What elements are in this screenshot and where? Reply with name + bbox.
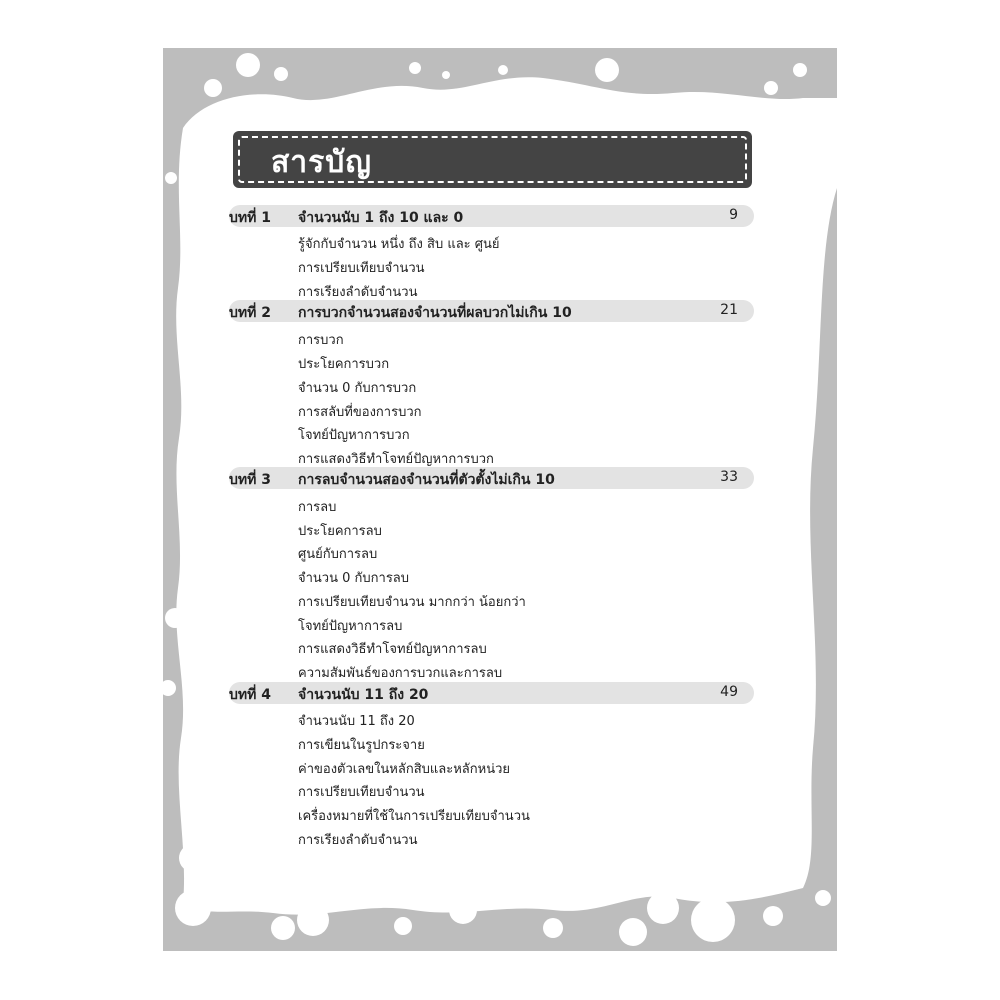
toc-item[interactable]: ประโยคการลบ xyxy=(298,524,382,539)
chapter-page: 33 xyxy=(720,469,738,485)
chapter-number: บทที่ 4 xyxy=(229,687,271,703)
toc-item[interactable]: การเรียงลำดับจำนวน xyxy=(298,833,418,848)
toc-item[interactable]: ประโยคการบวก xyxy=(298,357,390,372)
toc-item[interactable]: การแสดงวิธีทำโจทย์ปัญหาการลบ xyxy=(298,642,487,657)
toc-item[interactable]: การเรียงลำดับจำนวน xyxy=(298,285,418,300)
chapter-2-row[interactable] xyxy=(229,300,754,322)
toc-item[interactable]: การเปรียบเทียบจำนวน xyxy=(298,785,425,800)
toc-item[interactable]: โจทย์ปัญหาการลบ xyxy=(298,619,403,634)
chapter-4-row[interactable] xyxy=(229,682,754,704)
chapter-3-row[interactable] xyxy=(229,467,754,489)
chapter-title: จำนวนนับ 1 ถึง 10 และ 0 xyxy=(298,210,464,226)
chapter-number: บทที่ 2 xyxy=(229,305,271,321)
toc-item[interactable]: การเปรียบเทียบจำนวน xyxy=(298,261,425,276)
chapter-number: บทที่ 1 xyxy=(229,210,271,226)
toc-item[interactable]: การบวก xyxy=(298,333,344,348)
toc-item[interactable]: ศูนย์กับการลบ xyxy=(298,547,378,562)
page-title: สารบัญ xyxy=(271,145,372,180)
toc-item[interactable]: เครื่องหมายที่ใช้ในการเปรียบเทียบจำนวน xyxy=(298,809,530,824)
toc-item[interactable]: การเขียนในรูปกระจาย xyxy=(298,738,425,753)
chapter-number: บทที่ 3 xyxy=(229,472,271,488)
toc-item[interactable]: โจทย์ปัญหาการบวก xyxy=(298,428,410,443)
toc-item[interactable]: การสลับที่ของการบวก xyxy=(298,405,422,420)
toc-item[interactable]: การเปรียบเทียบจำนวน มากกว่า น้อยกว่า xyxy=(298,595,526,610)
chapter-page: 21 xyxy=(720,302,738,318)
toc-item[interactable]: ค่าของตัวเลขในหลักสิบและหลักหน่วย xyxy=(298,762,511,777)
chapter-page: 49 xyxy=(720,684,738,700)
chapter-1-row[interactable] xyxy=(229,205,754,227)
toc-item[interactable]: การลบ xyxy=(298,500,337,515)
toc-item[interactable]: จำนวน 0 กับการลบ xyxy=(298,571,410,586)
toc-item[interactable]: รู้จักกับจำนวน หนึ่ง ถึง สิบ และ ศูนย์ xyxy=(298,237,500,252)
chapter-title: การบวกจำนวนสองจำนวนที่ผลบวกไม่เกิน 10 xyxy=(298,305,572,321)
toc-item[interactable]: การแสดงวิธีทำโจทย์ปัญหาการบวก xyxy=(298,452,494,467)
chapter-title: จำนวนนับ 11 ถึง 20 xyxy=(298,687,429,703)
toc-item[interactable]: จำนวนนับ 11 ถึง 20 xyxy=(298,714,415,729)
chapter-page: 9 xyxy=(729,207,738,223)
toc-item[interactable]: ความสัมพันธ์ของการบวกและการลบ xyxy=(298,666,503,681)
chapter-title: การลบจำนวนสองจำนวนที่ตัวตั้งไม่เกิน 10 xyxy=(298,472,555,488)
toc-item[interactable]: จำนวน 0 กับการบวก xyxy=(298,381,417,396)
